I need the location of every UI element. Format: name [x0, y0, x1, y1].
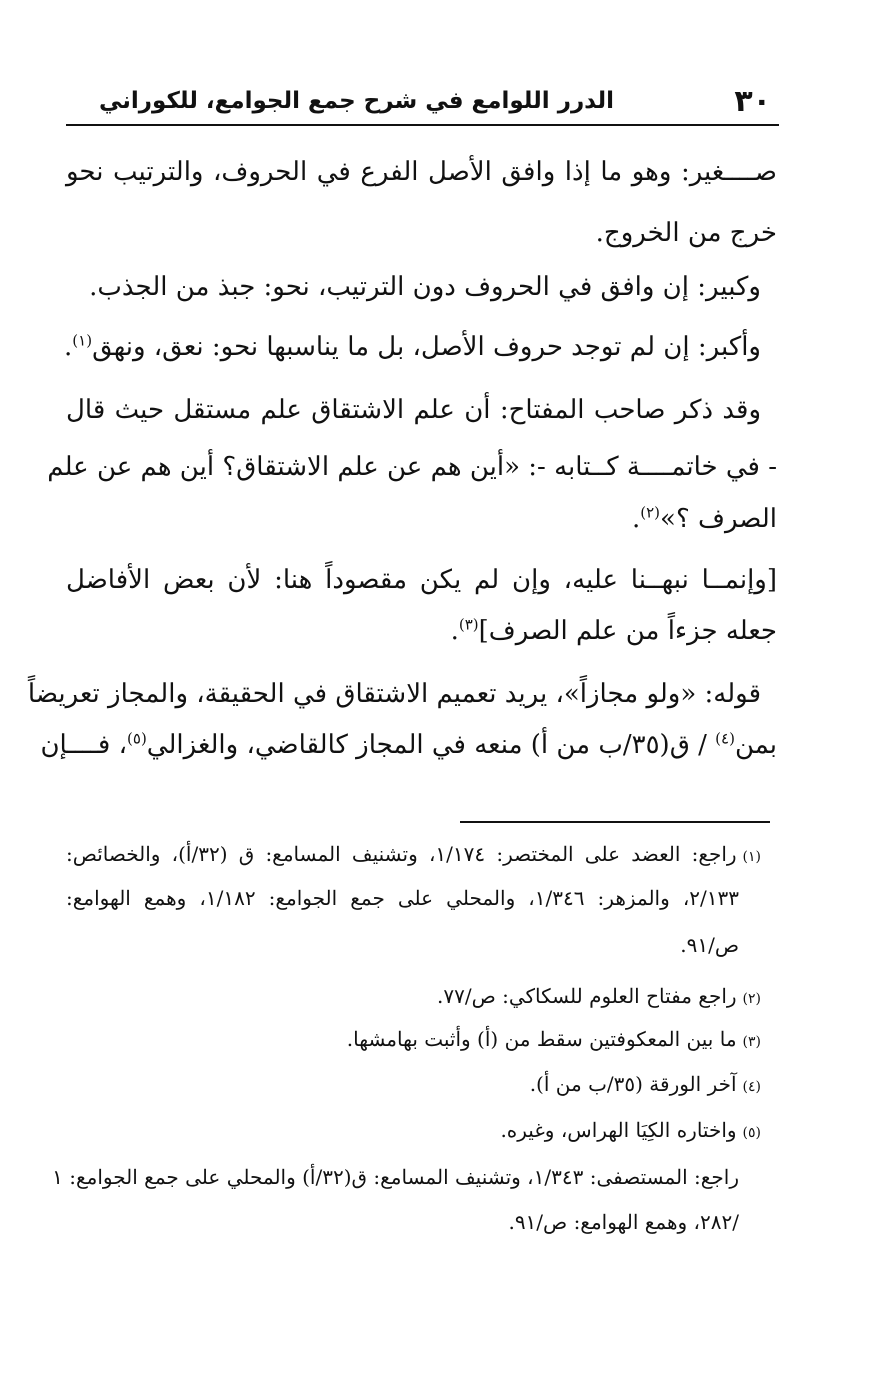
page-header [66, 84, 779, 124]
footnote-text: ما بين المعكوفتين سقط من (أ) وأثبت بهامشها. [346, 1027, 737, 1051]
footnote-line: ص/٩١. [680, 933, 739, 957]
footnote-ref[interactable]: (١) [72, 331, 93, 350]
footnote-number: (٢) [742, 991, 761, 1007]
sentence-period: . [631, 504, 641, 534]
footnote-text: راجع مفتاح العلوم للسكاكي: ص/٧٧. [436, 984, 737, 1008]
footnote-number: (٣) [742, 1034, 761, 1050]
body-line: - في خاتمــــة كــتابه -: «أين هم عن علم الاشتقاق؟ أين هم عن علم [47, 452, 777, 482]
page-number: ٣٠ [734, 84, 771, 119]
body-line: صــــغير: وهو ما إذا وافق الأصل الفرع في الحروف، والترتيب نحو [66, 157, 777, 187]
footnote-number: (٤) [742, 1079, 761, 1095]
footnote-line [347, 1025, 761, 1056]
body-text: / ق(٣٥/ب من أ) منعه في المجاز كالقاضي، والغزالي [146, 730, 716, 760]
body-text: ، فــــإن [40, 730, 128, 760]
running-title: الدرر اللوامع في شرح جمع الجوامع، للكوراني [99, 88, 614, 114]
body-line: وقد ذكر صاحب المفتاح: أن علم الاشتقاق علم مستقل حيث قال [66, 395, 761, 425]
footnote-line: راجع: المستصفى: ١/٣٤٣، وتشنيف المسامع: ق(٣٢/أ) والمحلي على جمع الجوامع: ١ [52, 1165, 739, 1189]
footnote-text: واختاره الكِيَا الهراس، وغيره. [500, 1118, 737, 1142]
footnote-ref[interactable]: (٤) [715, 729, 735, 748]
body-text: جعله جزءاً من علم الصرف] [478, 616, 777, 646]
sentence-period: . [450, 616, 459, 646]
footnote-text: آخر الورقة (٣٥/ب من أ). [529, 1072, 737, 1096]
footnote-ref[interactable]: (٥) [127, 729, 147, 748]
footnote-ref[interactable]: (٢) [640, 503, 661, 522]
body-line [632, 502, 777, 536]
body-line: قوله: «ولو مجازاً»، يريد تعميم الاشتقاق في الحقيقة، والمجاز تعريضاً [27, 679, 761, 709]
footnote-separator [460, 821, 770, 823]
body-line [451, 614, 777, 648]
footnote-ref[interactable]: (٣) [458, 615, 479, 634]
body-text: الصرف ؟» [660, 504, 777, 534]
body-line: [وإنمــا نبهــنا عليه، وإن لم يكن مقصوداً هنا: لأن بعض الأفاضل [66, 565, 777, 595]
header-rule [66, 124, 779, 126]
body-line: خرج من الخروج. [595, 218, 777, 248]
body-line [40, 728, 777, 762]
footnote-line [500, 1116, 761, 1147]
body-line: وكبير: إن وافق في الحروف دون الترتيب، نحو: جبذ من الجذب. [89, 272, 761, 302]
footnote-line [530, 1070, 761, 1101]
footnote-number: (١) [742, 849, 762, 865]
footnote-number: (٥) [742, 1125, 761, 1141]
footnote-line: /٢٨٢، وهمع الهوامع: ص/٩١. [508, 1210, 739, 1234]
footnote-line: ٢/١٣٣، والمزهر: ١/٣٤٦، والمحلي على جمع الجوامع: ١/١٨٢، وهمع الهوامع: [66, 886, 740, 910]
body-line [64, 330, 761, 364]
body-text: بمن [734, 730, 777, 760]
footnote-text: راجع: العضد على المختصر: ١/١٧٤، وتشنيف المسامع: ق (٣٢/أ)، والخصائص: [66, 842, 737, 866]
footnote-line [66, 840, 761, 871]
footnote-line [437, 982, 761, 1013]
body-text: وأكبر: إن لم توجد حروف الأصل، بل ما يناسبها نحو: نعق، ونهق [92, 332, 761, 362]
sentence-period: . [64, 332, 73, 362]
